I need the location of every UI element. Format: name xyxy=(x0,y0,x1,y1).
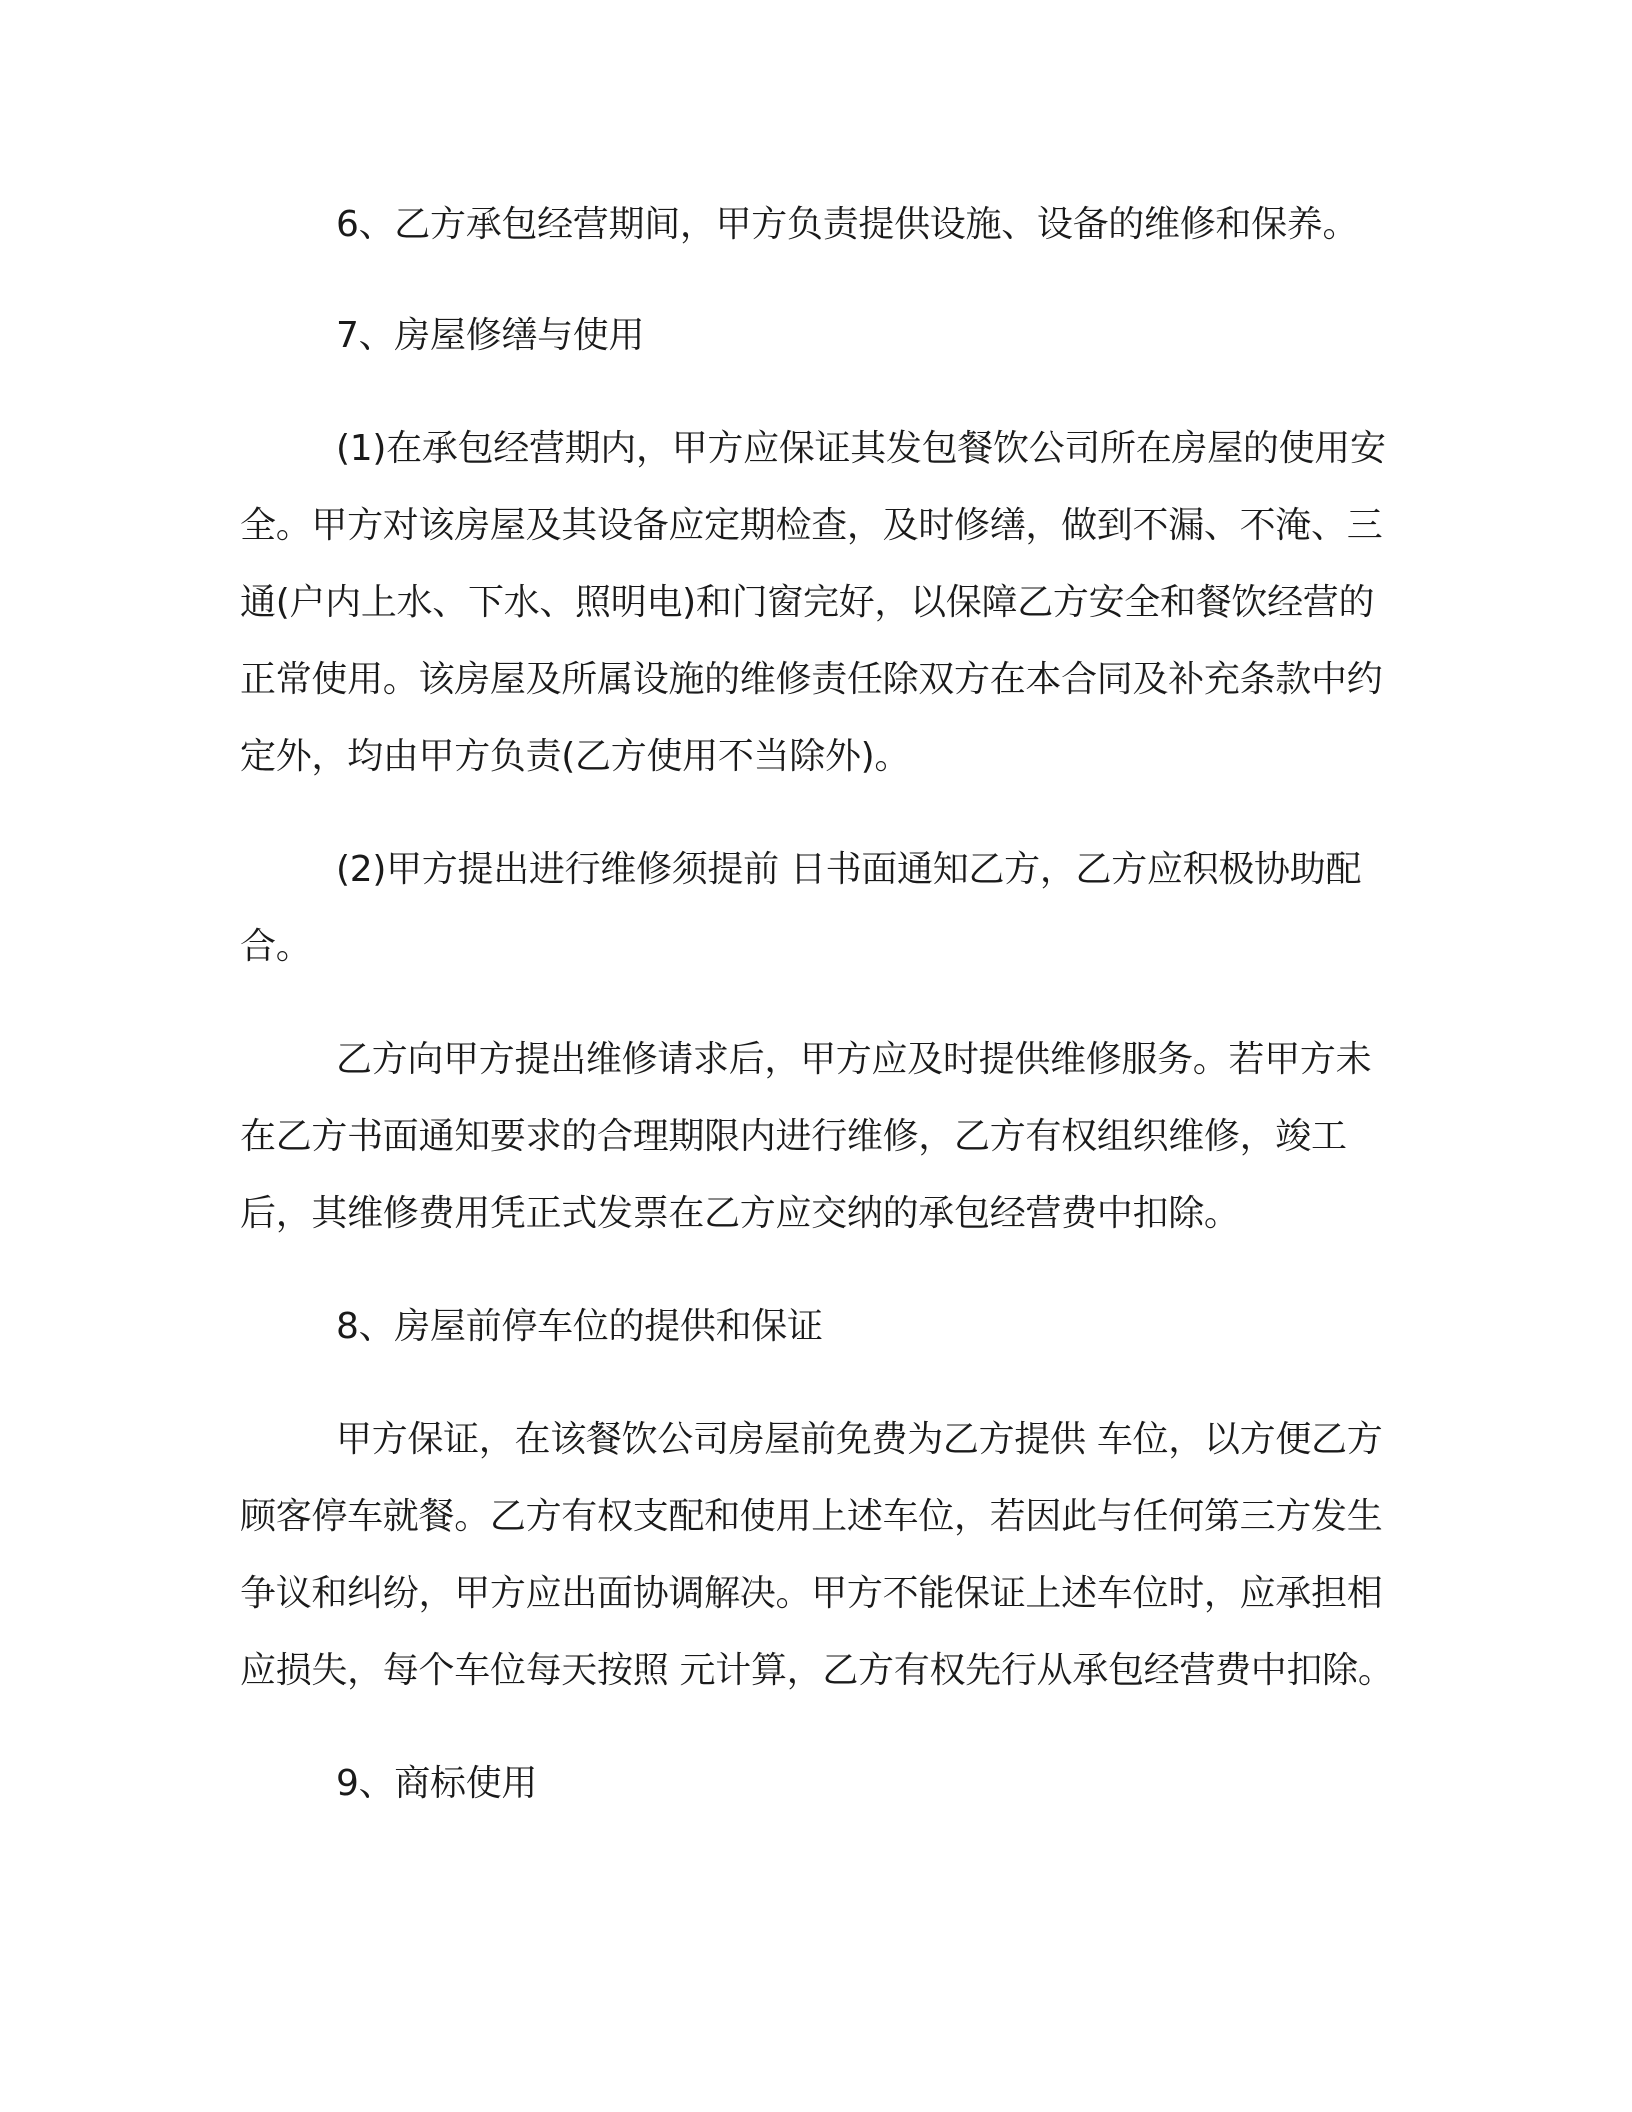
clause-9-heading: 9、商标使用 xyxy=(336,1763,538,1804)
clause-8-heading: 8、房屋前停车位的提供和保证 xyxy=(336,1306,823,1347)
document-body xyxy=(240,186,1400,1822)
clause-7-1-paragraph: (1)在承包经营期内，甲方应保证其发包餐饮公司所在房屋的使用安全。甲方对该房屋及其设备应定期检查，及时修缮，做到不漏、不淹、三通(户内上水、下水、照明电)和门窗完好，以保障乙方安全和餐饮经营的正常使用。该房屋及所属设施的维修责任除双方在本合同及补充条款中约定外，均由甲方负责(乙方使用不当除外)。 xyxy=(240,428,1386,777)
parking-guarantee-paragraph: 甲方保证，在该餐饮公司房屋前免费为乙方提供 车位，以方便乙方顾客停车就餐。乙方有权支配和使用上述车位，若因此与任何第三方发生争议和纠纷，甲方应出面协调解决。甲方不能保证上述车位时，应承担相应损失，每个车位每天按照 元计算，乙方有权先行从承包经营费中扣除。 xyxy=(240,1419,1394,1691)
repair-request-paragraph: 乙方向甲方提出维修请求后，甲方应及时提供维修服务。若甲方未在乙方书面通知要求的合理期限内进行维修，乙方有权组织维修，竣工后，其维修费用凭正式发票在乙方应交纳的承包经营费中扣除。 xyxy=(240,1039,1372,1234)
clause-7-heading: 7、房屋修缮与使用 xyxy=(336,315,645,356)
clause-6-paragraph: 6、乙方承包经营期间，甲方负责提供设施、设备的维修和保养。 xyxy=(336,204,1359,245)
clause-7-2-paragraph: (2)甲方提出进行维修须提前 日书面通知乙方，乙方应积极协助配合。 xyxy=(240,849,1362,967)
